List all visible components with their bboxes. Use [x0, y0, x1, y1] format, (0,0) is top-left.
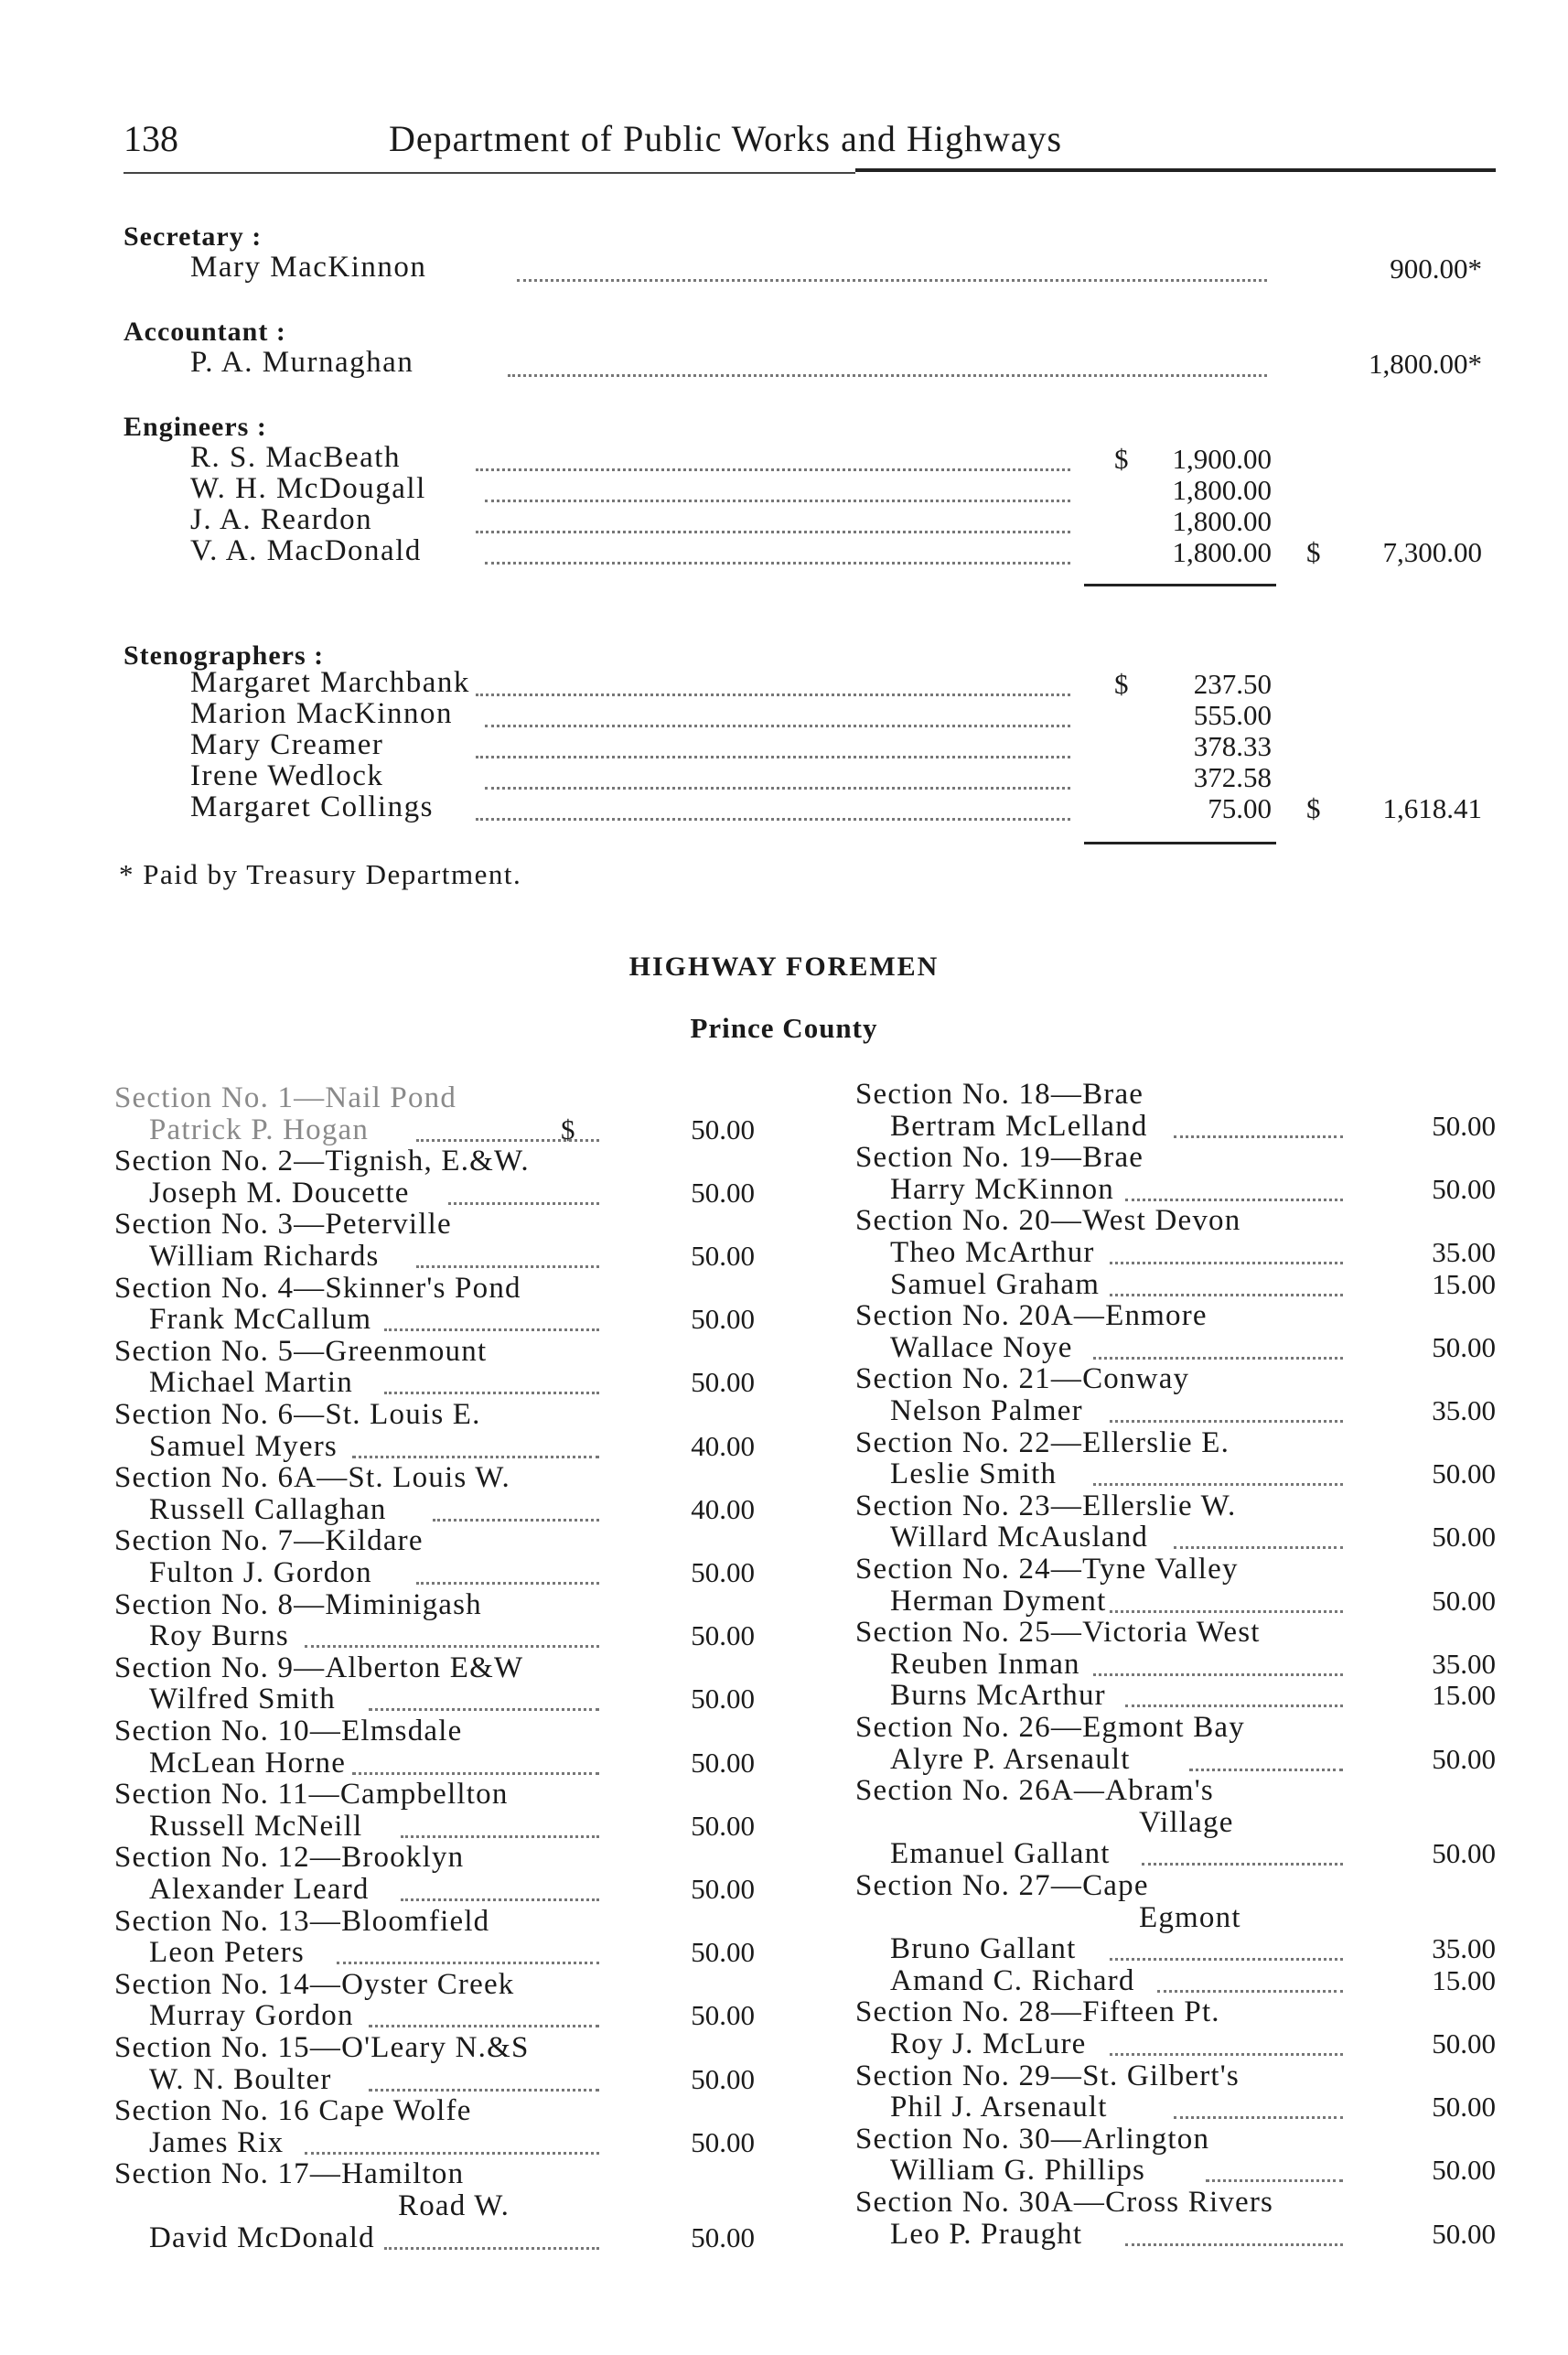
- foreman-name: Samuel Graham: [890, 1267, 1101, 1301]
- foreman-name: Wallace Noye: [890, 1330, 1073, 1364]
- foreman-name: Roy Burns: [149, 1619, 289, 1653]
- leader-dots: [1125, 1704, 1343, 1707]
- leader-dots: [1110, 1958, 1344, 1961]
- leader-dots: [1142, 1863, 1344, 1866]
- leader-dots: [485, 562, 1070, 565]
- section-label: Section No. 15—O'Leary N.&S: [114, 2031, 530, 2064]
- leader-dots: [1110, 1610, 1344, 1613]
- foreman-amount: 35.00: [1432, 1394, 1496, 1426]
- foreman-name: McLean Horne: [149, 1746, 347, 1780]
- foreman-name: Burns McArthur: [890, 1679, 1106, 1713]
- section-label: Section No. 26A—Abram's: [855, 1774, 1214, 1808]
- leader-dots: [369, 1708, 600, 1711]
- leader-dots: [1174, 2116, 1344, 2119]
- foreman-name: Reuben Inman: [890, 1647, 1080, 1681]
- leader-dots: [384, 1328, 599, 1331]
- leader-dots: [1110, 1262, 1344, 1264]
- foreman-name: William G. Phillips: [890, 2154, 1146, 2188]
- foreman-amount: 50.00: [691, 1176, 755, 1209]
- leader-dots: [508, 374, 1267, 377]
- foreman-name: Bruno Gallant: [890, 1932, 1077, 1966]
- staff-amount: 372.58: [1193, 761, 1272, 793]
- foreman-amount: 50.00: [1432, 1742, 1496, 1775]
- section-label: Section No. 12—Brooklyn: [114, 1841, 465, 1875]
- staff-name: J. A. Reardon: [190, 503, 373, 536]
- subtotal-rule: [1084, 584, 1276, 586]
- accountant-name: P. A. Murnaghan: [190, 346, 414, 379]
- leader-dots: [485, 725, 1070, 727]
- foreman-amount: 50.00: [691, 1240, 755, 1272]
- foreman-amount: 50.00: [1432, 1837, 1496, 1870]
- section-label: Section No. 2—Tignish, E.&W.: [114, 1145, 530, 1178]
- foreman-amount: 50.00: [1432, 2154, 1496, 2187]
- foreman-amount: 40.00: [691, 1492, 755, 1525]
- leader-dots: [485, 787, 1070, 790]
- foreman-amount: 50.00: [691, 1873, 755, 1905]
- foreman-amount: 50.00: [1432, 1584, 1496, 1617]
- section-label: Section No. 16 Cape Wolfe: [114, 2094, 472, 2128]
- foreman-amount: 50.00: [691, 2062, 755, 2095]
- leader-dots: [305, 2152, 600, 2155]
- foreman-amount: 50.00: [691, 1999, 755, 2032]
- staff-amount: 1,800.00: [1172, 536, 1272, 568]
- foreman-name: Leo P. Praught: [890, 2217, 1083, 2251]
- foreman-name: William Richards: [149, 1240, 380, 1273]
- leader-dots: [1125, 2243, 1343, 2246]
- section-label: Section No. 4—Skinner's Pond: [114, 1271, 521, 1305]
- foreman-amount: 50.00: [691, 2125, 755, 2158]
- foreman-name: Wilfred Smith: [149, 1683, 336, 1716]
- leader-dots: [384, 1392, 599, 1394]
- section-label: Section No. 11—Campbellton: [114, 1778, 509, 1812]
- section-label: Section No. 20A—Enmore: [855, 1299, 1208, 1333]
- section-label: Section No. 18—Brae: [855, 1078, 1144, 1111]
- staff-name: W. H. McDougall: [190, 472, 426, 505]
- foreman-name: Roy J. McLure: [890, 2027, 1087, 2060]
- foreman-name: Leslie Smith: [890, 1457, 1058, 1491]
- section-label: Section No. 23—Ellerslie W.: [855, 1489, 1237, 1522]
- foreman-name: James Rix: [149, 2125, 285, 2159]
- leader-dots: [1189, 1769, 1343, 1771]
- currency-sign: $: [1306, 536, 1321, 568]
- section-subheading: Prince County: [690, 1012, 878, 1044]
- leader-dots: [476, 468, 1070, 471]
- foreman-amount: 50.00: [691, 1619, 755, 1652]
- foreman-amount: 50.00: [691, 1746, 755, 1779]
- secretary-name: Mary MacKinnon: [190, 251, 427, 284]
- leader-dots: [1110, 1294, 1344, 1296]
- foreman-amount: 35.00: [1432, 1647, 1496, 1680]
- leader-dots: [352, 1456, 599, 1458]
- section-label: Section No. 13—Bloomfield: [114, 1904, 490, 1938]
- leader-dots: [476, 756, 1070, 758]
- staff-amount: 75.00: [1208, 792, 1272, 824]
- section-label: Section No. 28—Fifteen Pt.: [855, 1995, 1220, 2029]
- foreman-name: W. N. Boulter: [149, 2062, 332, 2096]
- section-label: Section No. 17—Hamilton: [114, 2157, 465, 2191]
- foreman-name: Patrick P. Hogan: [149, 1113, 370, 1146]
- foreman-name: Theo McArthur: [890, 1236, 1095, 1269]
- section-label: Section No. 8—Miminigash: [114, 1587, 482, 1621]
- leader-dots: [1125, 1199, 1343, 1201]
- staff-amount: 555.00: [1193, 699, 1272, 731]
- staff-amount: 237.50: [1193, 668, 1272, 700]
- leader-dots: [1093, 1357, 1343, 1360]
- secretary-heading: Secretary :: [124, 221, 263, 252]
- foreman-amount: 50.00: [691, 1113, 755, 1145]
- foreman-amount: 40.00: [691, 1429, 755, 1462]
- section-label: Section No. 6A—St. Louis W.: [114, 1461, 511, 1495]
- staff-name: V. A. MacDonald: [190, 534, 422, 567]
- section-label: Section No. 29—St. Gilbert's: [855, 2059, 1240, 2092]
- page-title: Department of Public Works and Highways: [389, 118, 1063, 159]
- staff-name: Margaret Marchbank: [190, 666, 470, 699]
- foreman-name: Willard McAusland: [890, 1521, 1149, 1554]
- leader-dots: [517, 279, 1267, 282]
- section-label: Section No. 22—Ellerslie E.: [855, 1425, 1230, 1459]
- section-label: Section No. 10—Elmsdale: [114, 1715, 463, 1747]
- leader-dots: [369, 2089, 600, 2092]
- foreman-name: Murray Gordon: [149, 1999, 354, 2033]
- section-heading: HIGHWAY FOREMEN: [628, 952, 940, 982]
- staff-name: Margaret Collings: [190, 790, 434, 823]
- section-label: Section No. 30—Arlington: [855, 2122, 1210, 2156]
- leader-dots: [1110, 1420, 1344, 1423]
- leader-dots: [369, 2025, 600, 2027]
- staff-amount: 1,900.00: [1172, 443, 1272, 475]
- leader-dots: [352, 1772, 599, 1775]
- leader-dots: [1110, 2053, 1344, 2056]
- foreman-amount: 50.00: [691, 1809, 755, 1842]
- leader-dots: [384, 2247, 599, 2250]
- foreman-amount: 50.00: [1432, 1172, 1496, 1205]
- accountant-amount: 1,800.00*: [1369, 348, 1482, 380]
- foreman-name: Fulton J. Gordon: [149, 1556, 372, 1589]
- foreman-name: Bertram McLelland: [890, 1109, 1148, 1143]
- stenographers-heading: Stenographers :: [124, 640, 325, 671]
- foreman-amount: 15.00: [1432, 1963, 1496, 1996]
- foreman-amount: 15.00: [1432, 1679, 1496, 1712]
- subtotal-rule: [1084, 842, 1276, 844]
- leader-dots: [305, 1645, 600, 1648]
- foreman-name: David McDonald: [149, 2221, 375, 2254]
- foreman-amount: 35.00: [1432, 1236, 1496, 1268]
- foreman-amount: 50.00: [1432, 2027, 1496, 2059]
- foreman-name: Leon Peters: [149, 1936, 305, 1970]
- section-label: Section No. 25—Victoria West: [855, 1616, 1261, 1650]
- section-label-cont: Egmont: [1139, 1900, 1241, 1934]
- accountant-heading: Accountant :: [124, 317, 286, 347]
- foreman-amount: 15.00: [1432, 1267, 1496, 1300]
- foreman-name: Alexander Leard: [149, 1873, 370, 1906]
- section-label: Section No. 6—St. Louis E.: [114, 1398, 481, 1431]
- leader-dots: [476, 818, 1070, 821]
- foreman-name: Phil J. Arsenault: [890, 2091, 1108, 2124]
- header-rule-left: [124, 172, 855, 174]
- leader-dots: [476, 694, 1070, 696]
- leader-dots: [485, 500, 1070, 502]
- staff-amount: 378.33: [1193, 730, 1272, 762]
- section-label: Section No. 14—Oyster Creek: [114, 1967, 515, 2001]
- currency-sign: $: [1306, 792, 1321, 824]
- staff-name: R. S. MacBeath: [190, 441, 401, 474]
- foreman-amount: 50.00: [1432, 2091, 1496, 2124]
- foreman-amount: 50.00: [1432, 1109, 1496, 1142]
- leader-dots: [416, 1265, 599, 1268]
- section-label: Section No. 19—Brae: [855, 1141, 1144, 1175]
- secretary-amount: 900.00*: [1390, 253, 1482, 285]
- section-label: Section No. 3—Peterville: [114, 1208, 452, 1242]
- foreman-amount: 50.00: [691, 1683, 755, 1715]
- currency-sign: $: [1114, 443, 1129, 475]
- section-label: Section No. 26—Egmont Bay: [855, 1711, 1245, 1744]
- foreman-name: Amand C. Richard: [890, 1963, 1135, 1997]
- foreman-amount: 50.00: [1432, 1521, 1496, 1554]
- foreman-amount: 35.00: [1432, 1932, 1496, 1965]
- section-label: Section No. 20—West Devon: [855, 1204, 1241, 1238]
- foreman-name: Frank McCallum: [149, 1303, 372, 1337]
- leader-dots: [337, 1962, 600, 1964]
- leader-dots: [1093, 1483, 1343, 1486]
- section-label-cont: Village: [1139, 1805, 1234, 1839]
- section-label: Section No. 27—Cape: [855, 1869, 1149, 1902]
- section-label: Section No. 7—Kildare: [114, 1524, 424, 1558]
- foreman-name: Joseph M. Doucette: [149, 1176, 410, 1210]
- foreman-amount: 50.00: [691, 1303, 755, 1336]
- foreman-name: Samuel Myers: [149, 1429, 338, 1463]
- leader-dots: [433, 1519, 600, 1522]
- foreman-amount: 50.00: [691, 2221, 755, 2253]
- staff-name: Marion MacKinnon: [190, 697, 454, 730]
- section-label: Section No. 30A—Cross Rivers: [855, 2186, 1274, 2219]
- leader-dots: [401, 1835, 600, 1838]
- section-label: Section No. 1—Nail Pond: [114, 1081, 457, 1114]
- section-label: Section No. 24—Tyne Valley: [855, 1553, 1239, 1586]
- foreman-name: Michael Martin: [149, 1366, 353, 1400]
- leader-dots: [1093, 1673, 1343, 1676]
- leader-dots: [1157, 1990, 1343, 1993]
- foreman-name: Harry McKinnon: [890, 1172, 1114, 1206]
- footnote: * Paid by Treasury Department.: [119, 858, 522, 890]
- section-label: Section No. 9—Alberton E&W: [114, 1651, 524, 1684]
- leader-dots: [1174, 1135, 1344, 1138]
- staff-name: Mary Creamer: [190, 728, 384, 761]
- currency-sign: $: [1114, 668, 1129, 700]
- foreman-name: Russell Callaghan: [149, 1492, 387, 1526]
- foreman-name: Herman Dyment: [890, 1584, 1107, 1618]
- leader-dots: [1174, 1546, 1344, 1549]
- page-number: 138: [124, 118, 178, 159]
- foreman-amount: 50.00: [691, 1366, 755, 1399]
- staff-amount: 1,800.00: [1172, 505, 1272, 537]
- staff-name: Irene Wedlock: [190, 759, 384, 792]
- staff-amount: 1,800.00: [1172, 474, 1272, 506]
- foreman-amount: 50.00: [691, 1936, 755, 1969]
- staff-total: 7,300.00: [1382, 536, 1482, 568]
- leader-dots: [1206, 2179, 1344, 2182]
- leader-dots: [416, 1582, 599, 1585]
- foreman-name: Russell McNeill: [149, 1809, 363, 1843]
- foreman-amount: 50.00: [1432, 1457, 1496, 1490]
- foreman-name: Emanuel Gallant: [890, 1837, 1111, 1871]
- foreman-amount: 50.00: [1432, 2217, 1496, 2250]
- foreman-name: Nelson Palmer: [890, 1394, 1083, 1427]
- foreman-amount: 50.00: [1432, 1330, 1496, 1363]
- currency-sign: $: [561, 1113, 575, 1145]
- section-label: Section No. 5—Greenmount: [114, 1334, 488, 1368]
- section-label: Section No. 21—Conway: [855, 1362, 1190, 1396]
- leader-dots: [476, 531, 1070, 533]
- leader-dots: [448, 1202, 599, 1205]
- foreman-name: Alyre P. Arsenault: [890, 1742, 1131, 1776]
- foreman-amount: 50.00: [691, 1556, 755, 1588]
- staff-total: 1,618.41: [1382, 792, 1482, 824]
- header-rule-right: [855, 168, 1496, 172]
- engineers-heading: Engineers :: [124, 412, 267, 442]
- leader-dots: [401, 1898, 600, 1901]
- section-label-cont: Road W.: [398, 2189, 510, 2222]
